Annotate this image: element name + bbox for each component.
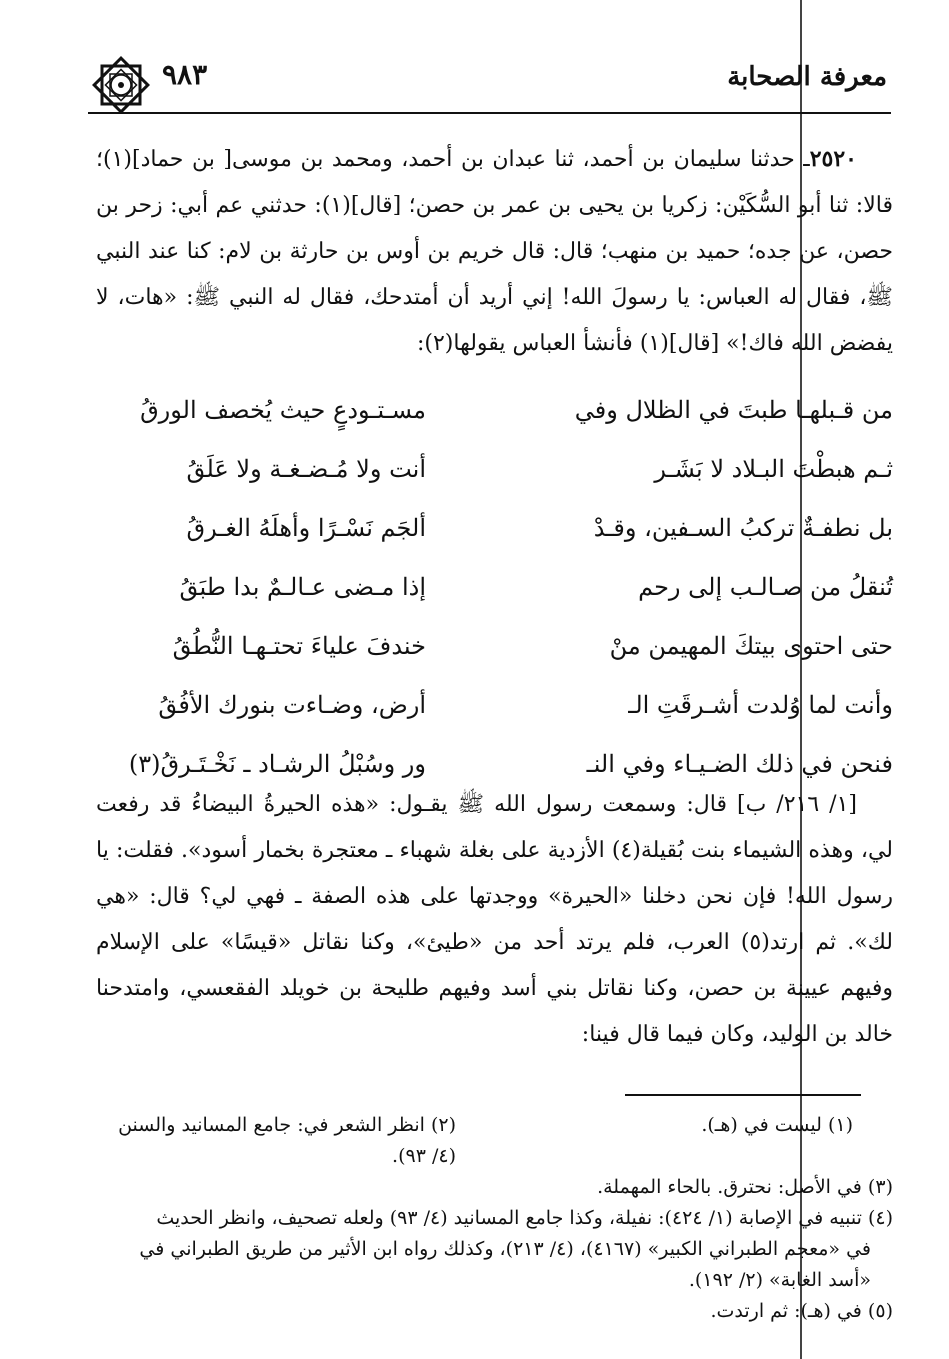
verse-first-hemistich: ثـم هبطْتَ البـلاد لا بَشَـر — [654, 454, 893, 483]
poem — [96, 380, 893, 793]
verse — [96, 439, 893, 498]
verse-first-hemistich: من قـبلهـا طبتَ في الظلال وفي — [574, 395, 893, 424]
footnote-row — [96, 1110, 893, 1172]
running-title: معرفة الصحابة — [727, 62, 887, 92]
page-number: ٩٨٣ — [162, 58, 208, 91]
verse — [96, 675, 893, 734]
footnote-2: (٢) انظر الشعر في: جامع المسانيد والسنن (٤/ ٩٣). — [118, 1114, 456, 1167]
verse-first-hemistich: بل نطفـةٌ تركبُ السـفين، وقـدْ — [593, 513, 893, 542]
verse — [96, 557, 893, 616]
footnote-3: (٣) في الأصل: نحترق. بالحاء المهملة. — [597, 1176, 893, 1198]
verse-first-hemistich: تُنقلُ من صـالـب إلى رحم — [638, 572, 893, 601]
footnote-5: (٥) في (هـ): ثم ارتدت. — [710, 1300, 893, 1322]
verse-second-hemistich: ألجَم نَسْـرًا وأهلَهُ الغـرقُ — [186, 513, 426, 542]
footnote-1: (١) ليست في (هـ). — [701, 1114, 853, 1136]
verse-second-hemistich: أنت ولا مُـضـغـة ولا عَلَقُ — [186, 454, 426, 483]
verse-second-hemistich: ور وسُبْلُ الرشـاد ـ نَخْـتَـرقُ(٣) — [128, 749, 426, 778]
footnote-4-cont: «أسد الغابة» (٢/ ١٩٢). — [688, 1269, 871, 1291]
verse — [96, 380, 893, 439]
footnote-4-cont: في «معجم الطبراني الكبير» (٤١٦٧)، (٤/ ٢١٣)، وكذلك رواه ابن الأثير من طريق الطبراني في — [139, 1238, 871, 1260]
ornament-icon — [88, 52, 154, 118]
verse-first-hemistich: حتى احتوى بيتكَ المهيمن منْ — [609, 631, 893, 660]
verse — [96, 616, 893, 675]
hadith-text: ـ حدثنا سليمان بن أحمد، ثنا عبدان بن أحمد، ومحمد بن موسى[ بن حماد](١)؛ قالا: ثنا أبو السُّكَيْن: زكريا بن يحيى بن عمر بن حصن؛ [قال](١): حدثني عم أبي: زحر بن حصن، عن جده؛ حميد بن منهب؛ قال: قال خريم بن أوس بن حارثة بن لام: كنا عند النبي ﷺ، فقال له العباس: يا رسولَ الله! إني أريد أن أمتدحك، فقال له النبي ﷺ: «هات، لا يفضض الله فاك!» [قال](١) فأنشأ العباس يقولها(٢): — [96, 147, 893, 356]
verse-second-hemistich: إذا مـضى عـالـمٌ بدا طبَقُ — [179, 572, 426, 601]
footnotes — [96, 1110, 893, 1327]
verse-first-hemistich: فنحن في ذلك الضـيـاء وفي النـ — [586, 749, 893, 778]
footnote-4: (٤) تنبيه في الإصابة (١/ ٤٢٤): نفيلة، وكذا جامع المسانيد (٤/ ٩٣) ولعله تصحيف، وانظر الحديث — [156, 1207, 893, 1229]
footnote-rule — [625, 1094, 861, 1096]
hadith-paragraph — [96, 136, 893, 367]
verse-second-hemistich: أرض، وضـاءت بنورك الأفُقُ — [158, 690, 426, 719]
hadith-number: ٢٥٢٠ — [809, 146, 857, 172]
verse — [96, 498, 893, 557]
verse-second-hemistich: خندفَ علياءَ تحتـهـا النُّطُقُ — [172, 631, 426, 660]
verse-second-hemistich: مسـتـودعٍ حيث يُخصف الورقُ — [140, 395, 426, 424]
header-rule — [88, 112, 891, 114]
continuation-paragraph: [١/ ٢١٦/ ب] قال: وسمعت رسول الله ﷺ يقـول: «هذه الحيرةُ البيضاءُ قد رفعت لي، وهذه الشيماء بنت بُقيلة(٤) الأزدية على بغلة شهباء ـ معتجرة بخمار أسود». فقلت: يا رسول الله! فإن نحن دخلنا «الحيرة» ووجدتها على هذه الصفة ـ فهي لي؟ قال: «هي لك». ثم ارتد(٥) العرب، فلم يرتد أحد من «طيئ»، وكنا نقاتل «قيسًا» على الإسلام وفيهم عيينة بن حصن، وكنا نقاتل بني أسد وفيهم طليحة بن خويلد الفقعسي، وامتدحنا خالد بن الوليد، وكان فيما قال فينا: — [96, 792, 893, 1047]
verse-first-hemistich: وأنت لما وُلدت أشـرقَتِ الـ — [628, 690, 893, 719]
